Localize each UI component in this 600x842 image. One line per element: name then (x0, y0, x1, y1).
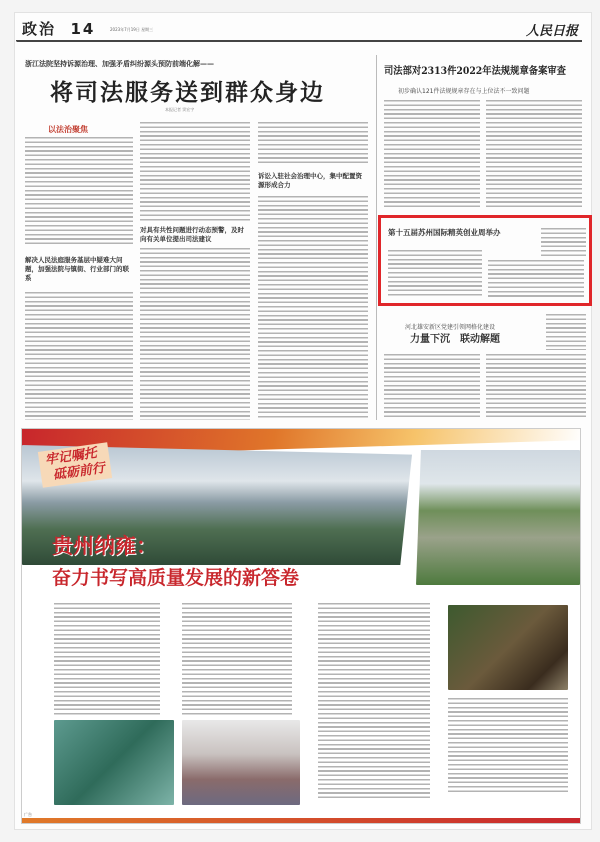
right-headline: 司法部对2313件2022年法规规章备案审查 (384, 66, 566, 77)
right-body-b (486, 100, 582, 208)
column-divider (376, 55, 377, 420)
lower-body-a (546, 314, 586, 350)
lead-headline: 将司法服务送到群众身边 (50, 80, 325, 106)
advert-bottom-stripe (22, 818, 580, 823)
banner-line-1: 牢记嘱托 (44, 445, 98, 469)
factory-workers-photo (182, 720, 300, 805)
lower-headline: 力量下沉 联动解题 (410, 334, 500, 345)
lead-byline: 本报记者 窦宏宇 (165, 107, 195, 112)
advert-body-col2 (182, 603, 292, 715)
lead-body-col3b (258, 196, 368, 420)
highlight-headline: 第十五届苏州国际精英创业周举办 (388, 228, 501, 237)
masthead-logo: 人民日报 (525, 24, 578, 39)
highlight-body-a (541, 228, 586, 256)
advert-title: 贵州纳雍： (52, 533, 157, 558)
highlight-body-c (488, 260, 584, 298)
advert-body-col4 (448, 698, 568, 794)
lead-body-col1b (25, 292, 133, 420)
lower-body-c (486, 354, 586, 420)
advert-subtitle: 奋力书写高质量发展的新答卷 (52, 567, 300, 589)
mushroom-farm-photo (448, 605, 568, 690)
lead-body-col2b (140, 248, 250, 420)
section-name: 政治 (22, 20, 57, 38)
header-rule (16, 40, 582, 42)
lead-subhead-4: 诉讼入驻社会治理中心，集中配置资源形成合力 (258, 172, 362, 189)
lead-subhead-3: 对具有共性问题进行动态预警，及时向有关单位提出司法建议 (140, 226, 244, 243)
lower-kicker: 河北雄安新区党建引领网格化建设 (405, 324, 496, 331)
town-road-photo (416, 450, 580, 585)
lead-body-col1a (25, 137, 133, 245)
advert-label: 广告 (24, 812, 32, 817)
right-subtitle: 初步确认121件法规规章存在与上位法不一致问题 (398, 88, 530, 95)
right-body-a (384, 100, 480, 208)
advert-body-col3 (318, 603, 430, 798)
issue-date: 2023年7月19日 星期三 (110, 27, 154, 32)
lead-subhead-1: 以法治聚焦 (48, 124, 88, 134)
advert-body-col1 (54, 603, 160, 715)
aerial-forest-photo (54, 720, 174, 805)
lead-body-col3a (258, 122, 368, 166)
highlight-body-b (388, 250, 482, 298)
lead-subhead-2: 解决人民法庭服务基层中疑难大问题，加强法院与镇街、行业部门的联系 (25, 256, 129, 282)
banner-line-2: 砥砺前行 (52, 460, 106, 484)
lead-body-col2a (140, 122, 250, 222)
lead-kicker: 浙江法院坚持诉源治理、加强矛盾纠纷源头预防前端化解—— (25, 59, 214, 68)
lower-body-b (384, 354, 480, 420)
page-number: 14 (70, 20, 96, 38)
section-title (22, 18, 95, 39)
